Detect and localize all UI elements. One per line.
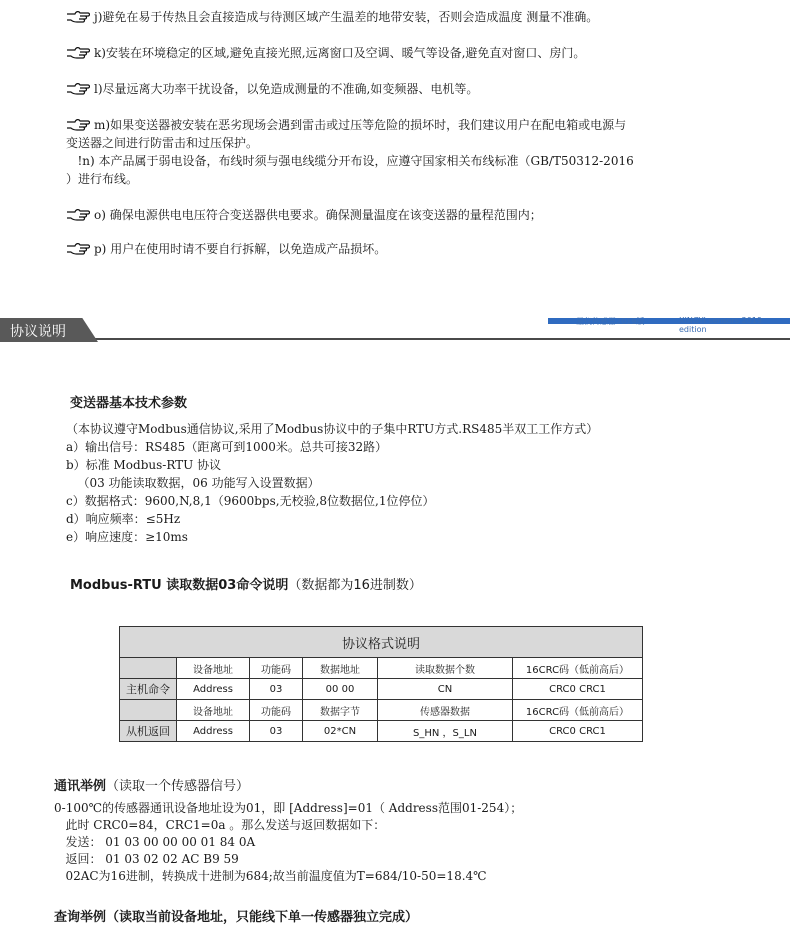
params-line: c）数据格式：9600,N,8,1（9600bps,无校验,8位数据位,1位停位） bbox=[66, 494, 435, 508]
pointing-hand-icon bbox=[66, 208, 90, 221]
params-line: d）响应频率：≤5Hz bbox=[66, 512, 181, 526]
section-banner bbox=[0, 318, 790, 342]
banner-rule bbox=[80, 338, 790, 340]
banner-title: 协议说明 bbox=[10, 324, 66, 340]
table-row-label: 从机返回 bbox=[120, 721, 177, 742]
note-text: 安装在环境稳定的区域,避免直接光照,远离窗口及空调、暖气等设备,避免直对窗口、房门。 bbox=[105, 46, 586, 60]
modbus-title-text: Modbus-RTU 读取数据03命令说明 bbox=[70, 578, 289, 593]
table-row bbox=[120, 679, 643, 700]
note-item bbox=[66, 240, 766, 258]
example-line: 此时 CRC0=84，CRC1=0a 。那么发送与返回数据如下： bbox=[54, 818, 386, 832]
example-title-text: 通讯举例 bbox=[54, 779, 107, 794]
table-cell: 16CRC码（低前高后） bbox=[513, 658, 643, 679]
example-line: 发送： 01 03 00 00 00 01 84 0A bbox=[54, 835, 256, 849]
table-cell: 16CRC码（低前高后） bbox=[513, 700, 643, 721]
table-cell: 03 bbox=[250, 721, 303, 742]
note-label: m) bbox=[94, 118, 111, 132]
note-label: k) bbox=[94, 46, 106, 60]
table-cell: CRC0 CRC1 bbox=[513, 721, 643, 742]
pointing-hand-icon bbox=[66, 10, 90, 23]
example-line: 02AC为16进制，转换成十进制为684;故当前温度值为T=684/10-50=18.4℃ bbox=[54, 869, 487, 883]
note-text: 避免在易于传热且会直接造成与待测区域产生温差的地带安装，否则会造成温度 测量不准确。 bbox=[102, 10, 599, 24]
protocol-table bbox=[119, 626, 643, 742]
table-row bbox=[120, 700, 643, 721]
pointing-hand-icon bbox=[66, 242, 90, 255]
protocol-table-caption: 协议格式说明 bbox=[120, 627, 643, 658]
modbus-subtitle: （数据都为16进制数） bbox=[288, 578, 422, 593]
table-row bbox=[120, 721, 643, 742]
note-label: o) bbox=[94, 208, 106, 222]
table-cell: 功能码 bbox=[250, 700, 303, 721]
params-line: a）输出信号：RS485（距离可到1000米。总共可接32路） bbox=[66, 440, 388, 454]
params-line: （本协议遵守Modbus通信协议,采用了Modbus协议中的子集中RTU方式.RS485半双工工作方式） bbox=[66, 422, 599, 436]
pointing-hand-icon bbox=[66, 82, 90, 95]
params-line: （03 功能读取数据，06 功能写入设置数据） bbox=[66, 476, 320, 490]
pointing-hand-icon bbox=[66, 46, 90, 59]
table-row bbox=[120, 658, 643, 679]
note-continuation: 变送器之间进行防雷击和过压保护。 bbox=[66, 136, 259, 150]
table-cell: 03 bbox=[250, 679, 303, 700]
note-label: j) bbox=[94, 10, 103, 24]
table-cell: 设备地址 bbox=[177, 658, 250, 679]
note-label: l) bbox=[94, 82, 103, 96]
note-item bbox=[66, 116, 766, 188]
note-continuation: ）进行布线。 bbox=[66, 172, 139, 186]
table-cell: 读取数据个数 bbox=[378, 658, 513, 679]
table-cell: Address bbox=[177, 721, 250, 742]
table-cell: S_HN ，S_LN bbox=[378, 721, 513, 742]
note-text: 用户在使用时请不要自行拆解，以免造成产品损坏。 bbox=[106, 242, 387, 256]
example-line: 0-100℃的传感器通讯设备地址设为01，即 [Address]=01（ Address范围01-254）； bbox=[54, 801, 523, 815]
table-cell: 数据字节 bbox=[303, 700, 378, 721]
banner-tag-right: XINGYI sensors 2019 edition bbox=[679, 316, 762, 334]
note-text: 尽量远离大功率干扰设备，以免造成测量的不准确,如变频器、电机等。 bbox=[102, 82, 479, 96]
table-cell: CN bbox=[378, 679, 513, 700]
table-cell: 00 00 bbox=[303, 679, 378, 700]
example-subtitle: （读取一个传感器信号） bbox=[106, 779, 250, 794]
table-cell: 02*CN bbox=[303, 721, 378, 742]
params-title: 变送器基本技术参数 bbox=[70, 396, 188, 411]
note-text: 如果变送器被安装在恶劣现场会遇到雷击或过压等危险的损坏时，我们建议用户在配电箱或电源与 bbox=[110, 118, 627, 132]
table-cell: 设备地址 bbox=[177, 700, 250, 721]
query-title: 查询举例（读取当前设备地址，只能线下单一传感器独立完成） bbox=[54, 910, 419, 925]
note-item bbox=[66, 8, 766, 26]
table-cell: 传感器数据 bbox=[378, 700, 513, 721]
note-item bbox=[66, 44, 766, 62]
table-cell bbox=[120, 658, 177, 679]
params-line: b）标准 Modbus-RTU 协议 bbox=[66, 458, 222, 472]
note-continuation: !n) 本产品属于弱电设备，布线时须与强电线缆分开布设，应遵守国家相关布线标准（GB/T50312-2016 bbox=[66, 154, 634, 168]
banner-tag-left: 星仪传感器2019版 bbox=[576, 317, 645, 326]
note-text: 确保电源供电电压符合变送器供电要求。确保测量温度在该变送器的量程范围内； bbox=[105, 208, 542, 222]
note-item bbox=[66, 206, 766, 224]
pointing-hand-icon bbox=[66, 118, 90, 131]
table-cell: Address bbox=[177, 679, 250, 700]
note-item bbox=[66, 80, 766, 98]
example-title bbox=[54, 775, 249, 794]
table-cell: CRC0 CRC1 bbox=[513, 679, 643, 700]
table-cell: 功能码 bbox=[250, 658, 303, 679]
note-label: p) bbox=[94, 242, 107, 256]
table-row-label: 主机命令 bbox=[120, 679, 177, 700]
example-line: 返回： 01 03 02 02 AC B9 59 bbox=[54, 852, 239, 866]
modbus-title bbox=[70, 574, 422, 593]
params-line: e）响应速度：≥10ms bbox=[66, 530, 188, 544]
example-body bbox=[54, 800, 522, 885]
table-cell bbox=[120, 700, 177, 721]
table-cell: 数据地址 bbox=[303, 658, 378, 679]
params-list bbox=[66, 420, 598, 546]
